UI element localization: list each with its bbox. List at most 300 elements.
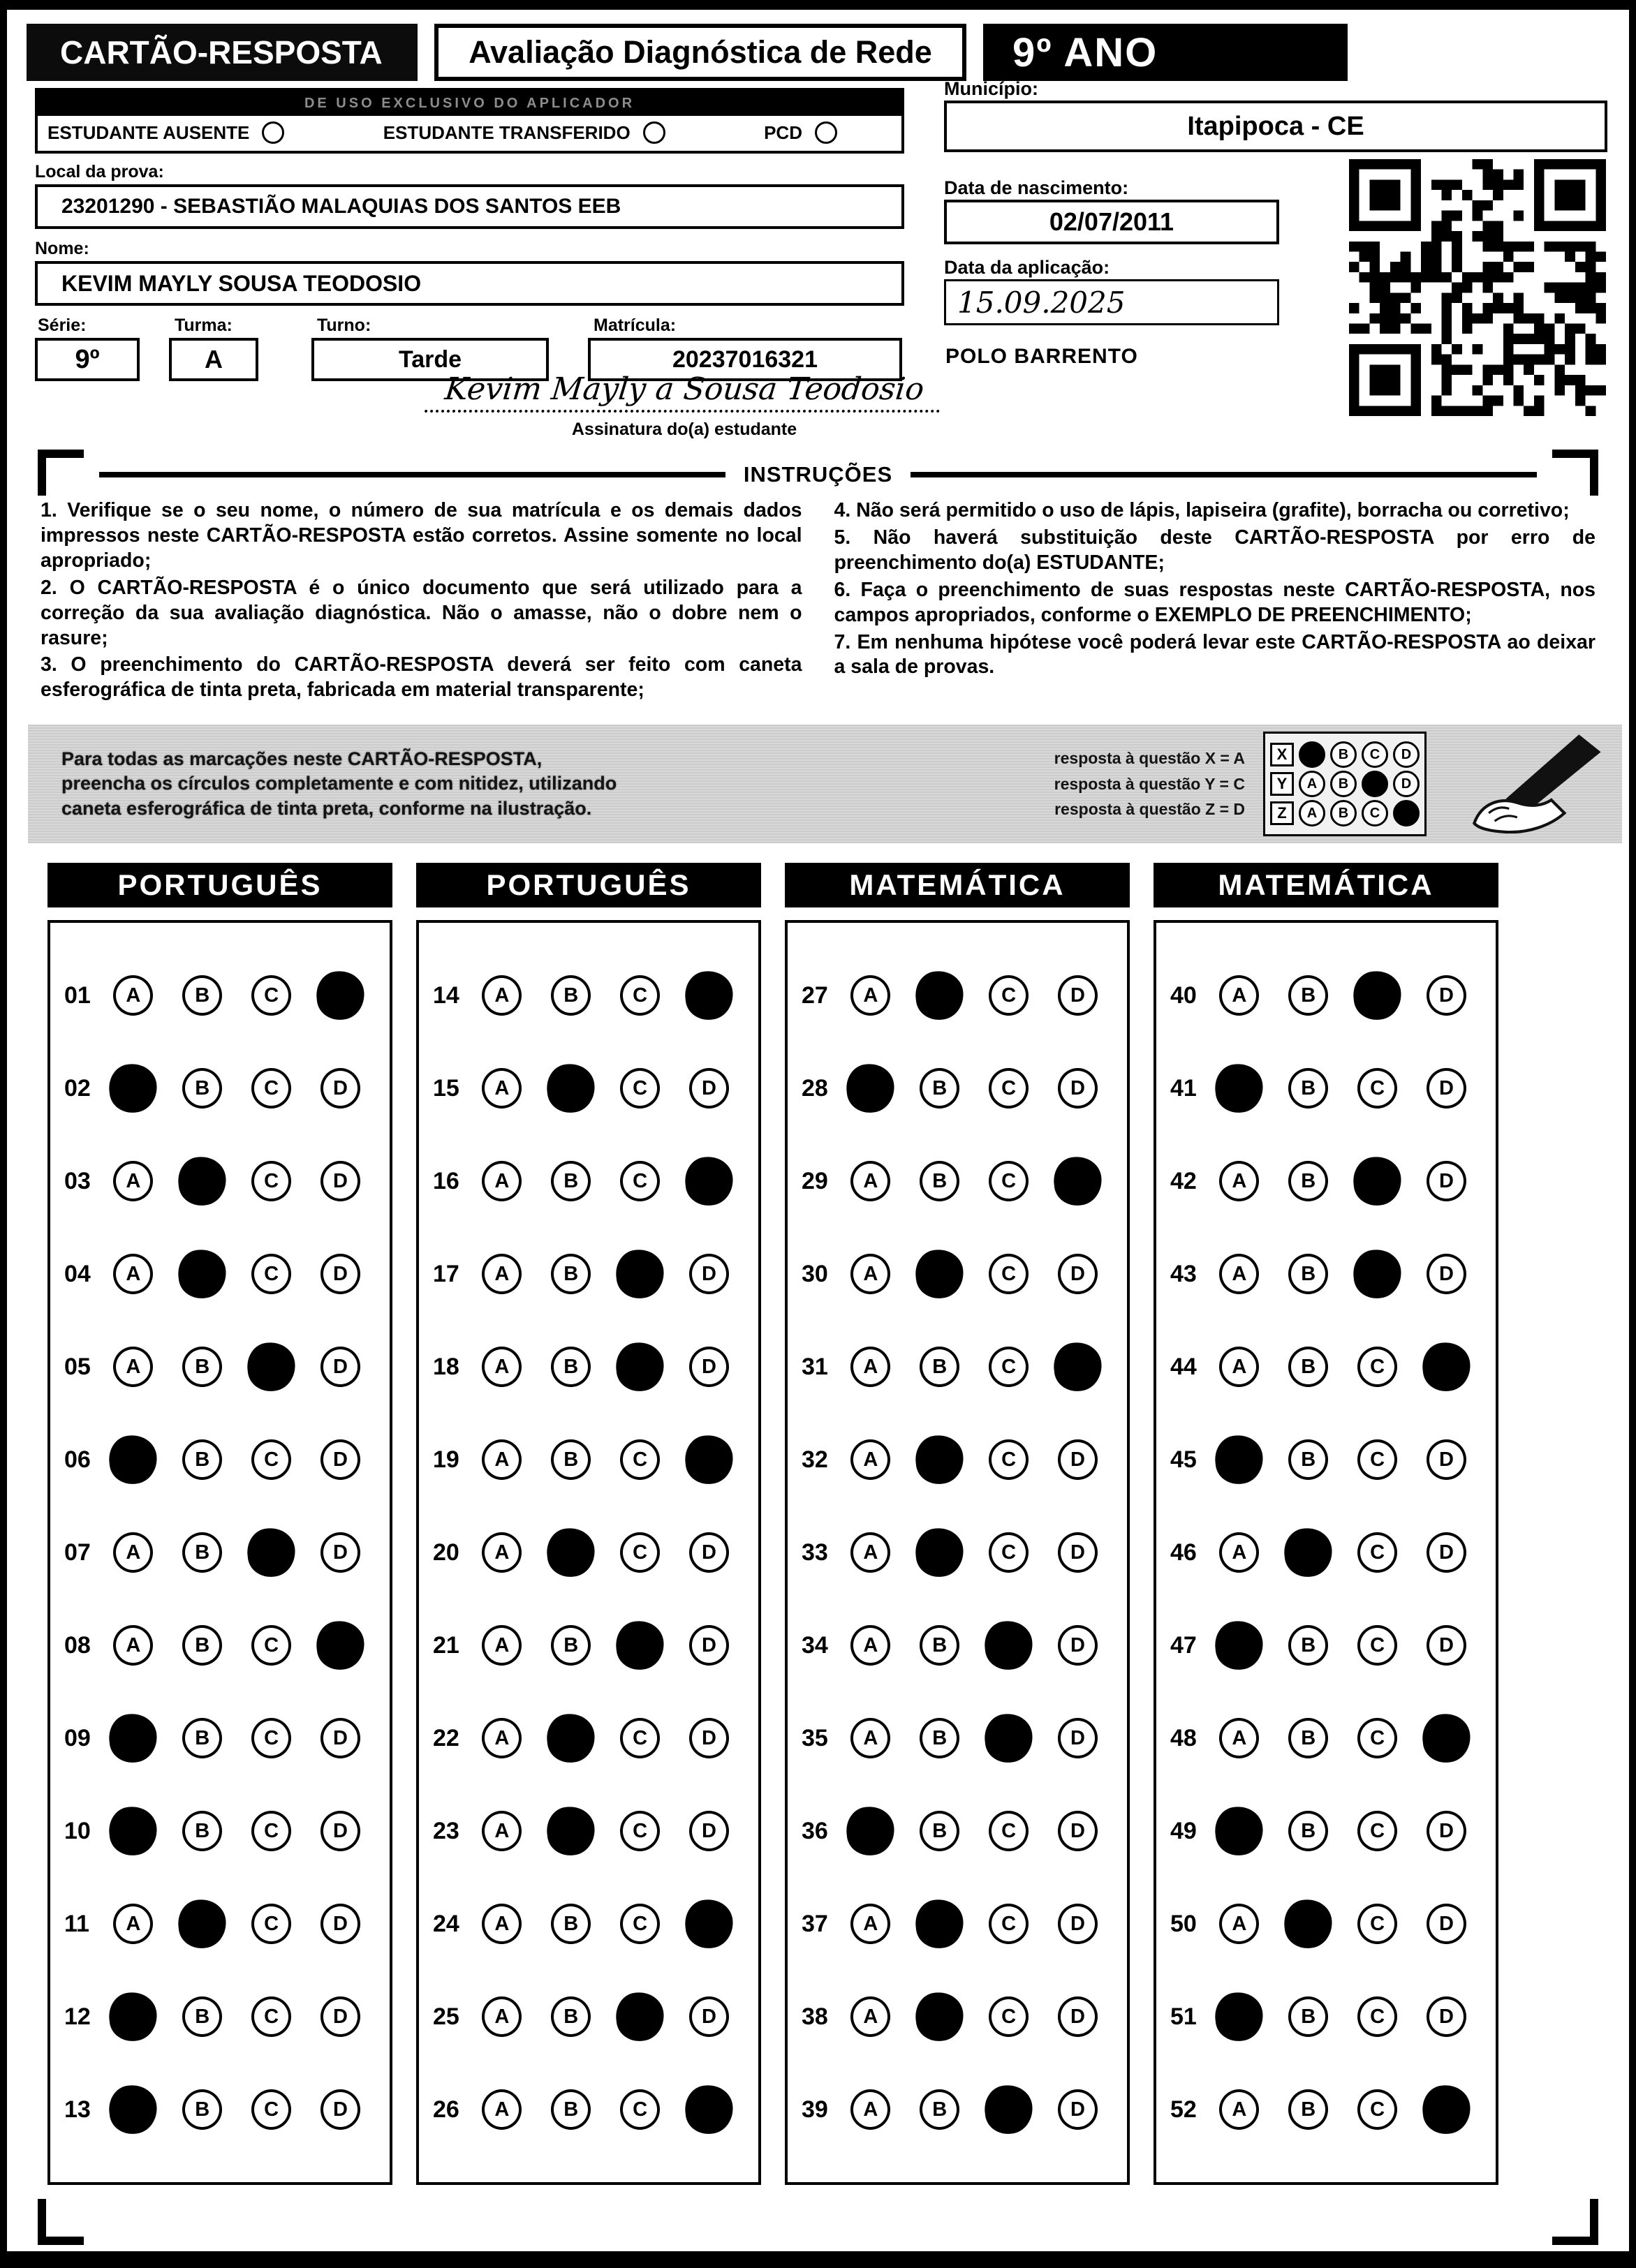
answer-bubble-37-b[interactable] xyxy=(913,1897,966,1950)
answer-bubble-01-b[interactable]: B xyxy=(182,975,222,1016)
answer-bubble-41-c[interactable]: C xyxy=(1357,1068,1397,1109)
question-number: 52 xyxy=(1170,2096,1197,2123)
question-number: 11 xyxy=(64,1910,89,1937)
answer-bubble-15-b[interactable] xyxy=(545,1062,597,1115)
answer-bubble-01-a[interactable]: A xyxy=(113,975,153,1016)
answer-bubble-17-c[interactable] xyxy=(614,1247,666,1300)
answer-bubble-02-b[interactable]: B xyxy=(182,1068,222,1109)
answer-bubble-12-b[interactable]: B xyxy=(182,1996,222,2037)
answer-bubble-41-b[interactable]: B xyxy=(1288,1068,1328,1109)
example-bubble-y-a: A xyxy=(1299,771,1325,797)
question-row xyxy=(802,1532,1127,1573)
answer-bubble-17-b[interactable]: B xyxy=(551,1254,591,1294)
answer-bubble-03-b[interactable] xyxy=(176,1155,228,1208)
example-grid xyxy=(1263,732,1427,836)
serie-field: 9º xyxy=(35,338,140,381)
answer-bubble-07-a[interactable]: A xyxy=(113,1532,153,1573)
answer-bubble-22-d[interactable]: D xyxy=(689,1718,729,1758)
answer-bubble-43-b[interactable]: B xyxy=(1288,1254,1328,1294)
answer-bubble-02-c[interactable]: C xyxy=(251,1068,291,1109)
answer-bubble-04-b[interactable] xyxy=(176,1247,228,1300)
question-row xyxy=(433,1996,758,2037)
answer-bubble-20-c[interactable]: C xyxy=(620,1532,660,1573)
answer-bubble-29-b[interactable]: B xyxy=(920,1161,959,1201)
answer-bubble-13-d[interactable]: D xyxy=(320,2089,360,2130)
answer-bubble-02-d[interactable]: D xyxy=(320,1068,360,1109)
answer-bubble-27-b[interactable] xyxy=(913,969,966,1022)
instructions-title-row xyxy=(99,462,1537,487)
corner-mark-top-left xyxy=(38,450,84,496)
answer-bubble-22-b[interactable] xyxy=(545,1712,597,1765)
answer-bubble-13-a[interactable] xyxy=(107,2083,159,2136)
question-number: 10 xyxy=(64,1817,91,1844)
answer-bubble-14-c[interactable]: C xyxy=(620,975,660,1016)
answer-bubble-08-b[interactable]: B xyxy=(182,1625,222,1666)
answer-bubble-04-d[interactable]: D xyxy=(320,1254,360,1294)
answer-bubble-42-a[interactable]: A xyxy=(1219,1161,1259,1201)
answer-bubble-16-a[interactable]: A xyxy=(482,1161,522,1201)
answer-bubble-21-b[interactable]: B xyxy=(551,1625,591,1666)
answer-bubble-33-c[interactable]: C xyxy=(989,1532,1029,1573)
answer-bubble-28-c[interactable]: C xyxy=(989,1068,1029,1109)
answer-bubble-26-a[interactable]: A xyxy=(482,2089,522,2130)
answer-bubble-14-b[interactable]: B xyxy=(551,975,591,1016)
signature-label: Assinatura do(a) estudante xyxy=(571,420,797,439)
turno-field: Tarde xyxy=(311,338,549,381)
answer-bubble-26-b[interactable]: B xyxy=(551,2089,591,2130)
option-estudante-transferido xyxy=(383,121,665,144)
answer-bubble-33-d[interactable]: D xyxy=(1058,1532,1098,1573)
answer-bubble-03-a[interactable]: A xyxy=(113,1161,153,1201)
answer-bubble-36-c[interactable]: C xyxy=(989,1811,1029,1851)
answer-bubble-48-b[interactable]: B xyxy=(1288,1718,1328,1758)
question-row xyxy=(802,1161,1127,1201)
answer-bubble-09-c[interactable]: C xyxy=(251,1718,291,1758)
answer-bubble-15-a[interactable]: A xyxy=(482,1068,522,1109)
answer-bubble-35-c[interactable] xyxy=(982,1712,1035,1765)
answer-bubble-20-d[interactable]: D xyxy=(689,1532,729,1573)
answer-bubble-12-c[interactable]: C xyxy=(251,1996,291,2037)
answer-bubble-10-c[interactable]: C xyxy=(251,1811,291,1851)
answer-bubble-14-a[interactable]: A xyxy=(482,975,522,1016)
answer-bubble-20-a[interactable]: A xyxy=(482,1532,522,1573)
answer-bubble-48-a[interactable]: A xyxy=(1219,1718,1259,1758)
answer-bubble-25-a[interactable]: A xyxy=(482,1996,522,2037)
answer-bubble-24-b[interactable]: B xyxy=(551,1904,591,1944)
question-number: 42 xyxy=(1170,1167,1197,1194)
answer-bubble-23-c[interactable]: C xyxy=(620,1811,660,1851)
turma-field: A xyxy=(169,338,258,381)
corner-mark-bottom-left xyxy=(38,2199,84,2245)
answer-column xyxy=(785,863,1130,2185)
corner-mark-bottom-right xyxy=(1552,2199,1598,2245)
answer-bubble-09-a[interactable] xyxy=(107,1712,159,1765)
question-number: 05 xyxy=(64,1353,91,1380)
answer-bubble-52-a[interactable]: A xyxy=(1219,2089,1259,2130)
answer-bubble-01-d[interactable] xyxy=(314,969,367,1022)
instructions-title: INSTRUÇÕES xyxy=(743,462,893,487)
answer-bubble-05-a[interactable]: A xyxy=(113,1347,153,1387)
answer-bubble-45-b[interactable]: B xyxy=(1288,1439,1328,1480)
answer-box xyxy=(1154,920,1498,2185)
answer-bubble-36-b[interactable]: B xyxy=(920,1811,959,1851)
question-row xyxy=(802,1068,1127,1109)
pcd-mark-circle[interactable] xyxy=(815,121,837,144)
answer-bubble-34-c[interactable] xyxy=(982,1619,1035,1672)
answer-bubble-40-d[interactable]: D xyxy=(1427,975,1466,1016)
answer-bubble-35-b[interactable]: B xyxy=(920,1718,959,1758)
answer-bubble-39-b[interactable]: B xyxy=(920,2089,959,2130)
answer-bubble-30-a[interactable]: A xyxy=(850,1254,890,1294)
answer-bubble-14-d[interactable] xyxy=(683,969,735,1022)
answer-bubble-52-c[interactable]: C xyxy=(1357,2089,1397,2130)
question-row xyxy=(433,2089,758,2130)
answer-bubble-33-b[interactable] xyxy=(913,1526,966,1579)
answer-bubble-05-b[interactable]: B xyxy=(182,1347,222,1387)
question-number: 04 xyxy=(64,1260,91,1287)
answer-bubble-03-d[interactable]: D xyxy=(320,1161,360,1201)
fill-instructions-text: Para todas as marcações neste CARTÃO-RESPOSTA, preencha os círculos completamente e com nitidez, utilizando caneta esferográfica de tinta preta, conforme na ilustração. xyxy=(61,748,617,819)
answer-bubble-07-d[interactable]: D xyxy=(320,1532,360,1573)
answer-bubble-51-b[interactable]: B xyxy=(1288,1996,1328,2037)
answer-bubble-50-c[interactable]: C xyxy=(1357,1904,1397,1944)
example-bubble-x-d: D xyxy=(1393,741,1420,768)
answer-bubble-49-c[interactable]: C xyxy=(1357,1811,1397,1851)
answer-bubble-41-a[interactable] xyxy=(1213,1062,1265,1115)
answer-bubble-43-a[interactable]: A xyxy=(1219,1254,1259,1294)
answer-bubble-11-a[interactable]: A xyxy=(113,1904,153,1944)
answer-bubble-30-d[interactable]: D xyxy=(1058,1254,1098,1294)
answer-bubble-32-b[interactable] xyxy=(913,1433,966,1486)
answer-bubble-28-b[interactable]: B xyxy=(920,1068,959,1109)
answer-bubble-16-c[interactable]: C xyxy=(620,1161,660,1201)
answer-bubble-46-b[interactable] xyxy=(1282,1526,1334,1579)
answer-bubble-38-a[interactable]: A xyxy=(850,1996,890,2037)
answer-bubble-23-a[interactable]: A xyxy=(482,1811,522,1851)
answer-bubble-13-c[interactable]: C xyxy=(251,2089,291,2130)
answer-bubble-32-a[interactable]: A xyxy=(850,1439,890,1480)
transferido-mark-circle[interactable] xyxy=(643,121,665,144)
example-bubble-x-c: C xyxy=(1362,741,1388,768)
answer-bubble-16-b[interactable]: B xyxy=(551,1161,591,1201)
answer-bubble-21-d[interactable]: D xyxy=(689,1625,729,1666)
answer-bubble-25-c[interactable] xyxy=(614,1990,666,2043)
answer-bubble-28-d[interactable]: D xyxy=(1058,1068,1098,1109)
answer-bubble-11-b[interactable] xyxy=(176,1897,228,1950)
answer-bubble-05-c[interactable] xyxy=(245,1340,297,1393)
answer-bubble-19-d[interactable] xyxy=(683,1433,735,1486)
answer-bubble-07-b[interactable]: B xyxy=(182,1532,222,1573)
answer-bubble-36-a[interactable] xyxy=(844,1804,897,1858)
answer-bubble-42-b[interactable]: B xyxy=(1288,1161,1328,1201)
answer-bubble-10-d[interactable]: D xyxy=(320,1811,360,1851)
answer-bubble-29-c[interactable]: C xyxy=(989,1161,1029,1201)
grade-badge: 9º ANO xyxy=(983,24,1348,81)
answer-bubble-47-a[interactable] xyxy=(1213,1619,1265,1672)
turno-label: Turno: xyxy=(317,316,371,335)
question-number: 41 xyxy=(1170,1074,1197,1102)
answer-bubble-34-d[interactable]: D xyxy=(1058,1625,1098,1666)
answer-bubble-16-d[interactable] xyxy=(683,1155,735,1208)
question-row xyxy=(433,1068,758,1109)
answer-bubble-52-b[interactable]: B xyxy=(1288,2089,1328,2130)
answer-bubble-06-d[interactable]: D xyxy=(320,1439,360,1480)
question-row xyxy=(802,1904,1127,1944)
answer-bubble-37-a[interactable]: A xyxy=(850,1904,890,1944)
question-number: 06 xyxy=(64,1446,91,1473)
answer-bubble-29-a[interactable]: A xyxy=(850,1161,890,1201)
answer-bubble-51-a[interactable] xyxy=(1213,1990,1265,2043)
instruction-item: 5. Não haverá substituição deste CARTÃO-RESPOSTA por erro de preenchimento do(a) ESTUDANTE; xyxy=(834,526,1596,574)
answer-bubble-15-c[interactable]: C xyxy=(620,1068,660,1109)
answer-bubble-19-c[interactable]: C xyxy=(620,1439,660,1480)
question-number: 19 xyxy=(433,1446,459,1473)
example-bubble-y-b: B xyxy=(1330,771,1357,797)
answer-bubble-21-c[interactable] xyxy=(614,1619,666,1672)
applicator-options xyxy=(38,116,901,149)
answer-bubble-36-d[interactable]: D xyxy=(1058,1811,1098,1851)
answer-bubble-03-c[interactable]: C xyxy=(251,1161,291,1201)
answer-bubble-47-b[interactable]: B xyxy=(1288,1625,1328,1666)
answer-bubble-40-c[interactable] xyxy=(1351,969,1403,1022)
answer-bubble-18-c[interactable] xyxy=(614,1340,666,1393)
answer-bubble-30-b[interactable] xyxy=(913,1247,966,1300)
answer-bubble-39-c[interactable] xyxy=(982,2083,1035,2136)
example-row-label: Y xyxy=(1270,772,1294,796)
answer-bubble-26-d[interactable] xyxy=(683,2083,735,2136)
example-legend xyxy=(1054,746,1245,822)
answer-bubble-18-a[interactable]: A xyxy=(482,1347,522,1387)
matricula-field: 20237016321 xyxy=(588,338,902,381)
answer-bubble-43-c[interactable] xyxy=(1351,1247,1403,1300)
question-number: 33 xyxy=(802,1539,828,1566)
answer-bubble-28-a[interactable] xyxy=(844,1062,897,1115)
subject-header: PORTUGUÊS xyxy=(416,863,761,907)
answer-bubble-12-d[interactable]: D xyxy=(320,1996,360,2037)
answer-bubble-46-d[interactable]: D xyxy=(1427,1532,1466,1573)
answer-bubble-33-a[interactable]: A xyxy=(850,1532,890,1573)
applicator-bar-label: DE USO EXCLUSIVO DO APLICADOR xyxy=(38,91,901,116)
answer-bubble-31-d[interactable] xyxy=(1052,1340,1104,1393)
answer-bubble-45-d[interactable]: D xyxy=(1427,1439,1466,1480)
answer-bubble-37-d[interactable]: D xyxy=(1058,1904,1098,1944)
answer-bubble-22-a[interactable]: A xyxy=(482,1718,522,1758)
answer-bubble-34-a[interactable]: A xyxy=(850,1625,890,1666)
question-number: 03 xyxy=(64,1167,91,1194)
answer-bubble-09-b[interactable]: B xyxy=(182,1718,222,1758)
answer-bubble-07-c[interactable] xyxy=(245,1526,297,1579)
answer-bubble-13-b[interactable]: B xyxy=(182,2089,222,2130)
answer-bubble-21-a[interactable]: A xyxy=(482,1625,522,1666)
divider-line xyxy=(99,472,725,477)
question-number: 32 xyxy=(802,1446,828,1473)
question-row xyxy=(64,1811,390,1851)
answer-bubble-01-c[interactable]: C xyxy=(251,975,291,1016)
legend-line: resposta à questão Y = C xyxy=(1054,774,1245,793)
answer-bubble-08-c[interactable]: C xyxy=(251,1625,291,1666)
answer-bubble-31-a[interactable]: A xyxy=(850,1347,890,1387)
answer-bubble-30-c[interactable]: C xyxy=(989,1254,1029,1294)
answer-bubble-24-d[interactable] xyxy=(683,1897,735,1950)
answer-bubble-23-d[interactable]: D xyxy=(689,1811,729,1851)
ausente-mark-circle[interactable] xyxy=(262,121,284,144)
question-row xyxy=(64,1439,390,1480)
answer-bubble-44-b[interactable]: B xyxy=(1288,1347,1328,1387)
answer-bubble-17-a[interactable]: A xyxy=(482,1254,522,1294)
answer-bubble-48-d[interactable] xyxy=(1420,1712,1473,1765)
question-number: 45 xyxy=(1170,1446,1197,1473)
answer-bubble-32-d[interactable]: D xyxy=(1058,1439,1098,1480)
answer-bubble-31-b[interactable]: B xyxy=(920,1347,959,1387)
answer-bubble-50-b[interactable] xyxy=(1282,1897,1334,1950)
question-number: 51 xyxy=(1170,2003,1197,2030)
question-row xyxy=(1170,1532,1496,1573)
answer-bubble-06-a[interactable] xyxy=(107,1433,159,1486)
exam-title: Avaliação Diagnóstica de Rede xyxy=(434,24,966,81)
answer-bubble-18-b[interactable]: B xyxy=(551,1347,591,1387)
answer-bubble-38-d[interactable]: D xyxy=(1058,1996,1098,2037)
answer-bubble-11-d[interactable]: D xyxy=(320,1904,360,1944)
question-row xyxy=(433,1347,758,1387)
answer-bubble-22-c[interactable]: C xyxy=(620,1718,660,1758)
question-row xyxy=(1170,1254,1496,1294)
answer-bubble-46-c[interactable]: C xyxy=(1357,1532,1397,1573)
answer-bubble-32-c[interactable]: C xyxy=(989,1439,1029,1480)
answer-bubble-04-a[interactable]: A xyxy=(113,1254,153,1294)
question-number: 48 xyxy=(1170,1724,1197,1751)
answer-bubble-27-c[interactable]: C xyxy=(989,975,1029,1016)
question-number: 26 xyxy=(433,2096,459,2123)
example-bubble-z-d xyxy=(1393,800,1420,827)
answer-bubble-10-a[interactable] xyxy=(107,1804,159,1858)
answer-bubble-29-d[interactable] xyxy=(1052,1155,1104,1208)
question-number: 37 xyxy=(802,1910,828,1937)
answer-bubble-37-c[interactable]: C xyxy=(989,1904,1029,1944)
answer-bubble-49-a[interactable] xyxy=(1213,1804,1265,1858)
nascimento-field: 02/07/2011 xyxy=(944,200,1279,244)
answer-bubble-46-a[interactable]: A xyxy=(1219,1532,1259,1573)
answer-bubble-06-b[interactable]: B xyxy=(182,1439,222,1480)
question-row xyxy=(802,975,1127,1016)
hand-pen-illustration xyxy=(1434,732,1608,837)
answer-bubble-39-a[interactable]: A xyxy=(850,2089,890,2130)
answer-bubble-08-a[interactable]: A xyxy=(113,1625,153,1666)
answer-bubble-40-b[interactable]: B xyxy=(1288,975,1328,1016)
answer-bubble-38-b[interactable] xyxy=(913,1990,966,2043)
municipio-field: Itapipoca - CE xyxy=(944,101,1607,152)
answer-bubble-49-d[interactable]: D xyxy=(1427,1811,1466,1851)
question-row xyxy=(802,1996,1127,2037)
answer-bubble-39-d[interactable]: D xyxy=(1058,2089,1098,2130)
question-row xyxy=(433,1439,758,1480)
answer-bubble-51-c[interactable]: C xyxy=(1357,1996,1397,2037)
question-row xyxy=(1170,1718,1496,1758)
answer-bubble-35-a[interactable]: A xyxy=(850,1718,890,1758)
instructions-left-column xyxy=(40,498,802,705)
answer-bubble-27-d[interactable]: D xyxy=(1058,975,1098,1016)
answer-bubble-51-d[interactable]: D xyxy=(1427,1996,1466,2037)
answer-bubble-40-a[interactable]: A xyxy=(1219,975,1259,1016)
answer-bubble-02-a[interactable] xyxy=(107,1062,159,1115)
answer-bubble-12-a[interactable] xyxy=(107,1990,159,2043)
question-row xyxy=(802,1625,1127,1666)
answer-bubble-26-c[interactable]: C xyxy=(620,2089,660,2130)
question-number: 17 xyxy=(433,1260,459,1287)
question-row xyxy=(802,1347,1127,1387)
answer-bubble-44-a[interactable]: A xyxy=(1219,1347,1259,1387)
answer-bubble-35-d[interactable]: D xyxy=(1058,1718,1098,1758)
answer-bubble-11-c[interactable]: C xyxy=(251,1904,291,1944)
instructions xyxy=(40,498,1596,705)
polo-label: POLO BARRENTO xyxy=(945,345,1138,368)
answer-bubble-06-c[interactable]: C xyxy=(251,1439,291,1480)
question-row xyxy=(64,1996,390,2037)
answer-bubble-34-b[interactable]: B xyxy=(920,1625,959,1666)
question-row xyxy=(64,975,390,1016)
question-row xyxy=(433,1718,758,1758)
question-row xyxy=(1170,1161,1496,1201)
answer-bubble-42-c[interactable] xyxy=(1351,1155,1403,1208)
option-label: ESTUDANTE AUSENTE xyxy=(47,121,250,143)
header xyxy=(27,24,1609,81)
answer-bubble-50-a[interactable]: A xyxy=(1219,1904,1259,1944)
answer-bubble-23-b[interactable] xyxy=(545,1804,597,1858)
question-number: 13 xyxy=(64,2096,91,2123)
example-bubble-z-c: C xyxy=(1362,800,1388,827)
answer-bubble-45-a[interactable] xyxy=(1213,1433,1265,1486)
answer-bubble-19-b[interactable]: B xyxy=(551,1439,591,1480)
answer-bubble-10-b[interactable]: B xyxy=(182,1811,222,1851)
question-row xyxy=(433,975,758,1016)
answer-bubble-47-c[interactable]: C xyxy=(1357,1625,1397,1666)
answer-bubble-20-b[interactable] xyxy=(545,1526,597,1579)
answer-bubble-41-d[interactable]: D xyxy=(1427,1068,1466,1109)
divider-line xyxy=(911,472,1537,477)
answer-bubble-09-d[interactable]: D xyxy=(320,1718,360,1758)
answer-bubble-50-d[interactable]: D xyxy=(1427,1904,1466,1944)
answer-bubble-45-c[interactable]: C xyxy=(1357,1439,1397,1480)
answer-bubble-44-d[interactable] xyxy=(1420,1340,1473,1393)
answer-bubble-24-c[interactable]: C xyxy=(620,1904,660,1944)
answer-bubble-52-d[interactable] xyxy=(1420,2083,1473,2136)
answer-bubble-27-a[interactable]: A xyxy=(850,975,890,1016)
answer-bubble-38-c[interactable]: C xyxy=(989,1996,1029,2037)
answer-bubble-19-a[interactable]: A xyxy=(482,1439,522,1480)
question-number: 15 xyxy=(433,1074,459,1102)
answer-bubble-04-c[interactable]: C xyxy=(251,1254,291,1294)
answer-bubble-24-a[interactable]: A xyxy=(482,1904,522,1944)
example-bubble-z-b: B xyxy=(1330,800,1357,827)
nome-field: KEVIM MAYLY SOUSA TEODOSIO xyxy=(35,261,904,306)
answer-bubble-17-d[interactable]: D xyxy=(689,1254,729,1294)
answer-bubble-49-b[interactable]: B xyxy=(1288,1811,1328,1851)
answer-bubble-05-d[interactable]: D xyxy=(320,1347,360,1387)
answer-bubble-48-c[interactable]: C xyxy=(1357,1718,1397,1758)
answer-bubble-25-d[interactable]: D xyxy=(689,1996,729,2037)
question-number: 44 xyxy=(1170,1353,1197,1380)
answer-bubble-25-b[interactable]: B xyxy=(551,1996,591,2037)
answer-bubble-47-d[interactable]: D xyxy=(1427,1625,1466,1666)
answer-bubble-44-c[interactable]: C xyxy=(1357,1347,1397,1387)
answer-bubble-18-d[interactable]: D xyxy=(689,1347,729,1387)
answer-bubble-08-d[interactable] xyxy=(314,1619,367,1672)
option-label: PCD xyxy=(764,121,802,143)
answer-box xyxy=(785,920,1130,2185)
answer-bubble-15-d[interactable]: D xyxy=(689,1068,729,1109)
answer-bubble-31-c[interactable]: C xyxy=(989,1347,1029,1387)
answer-bubble-43-d[interactable]: D xyxy=(1427,1254,1466,1294)
answer-bubble-42-d[interactable]: D xyxy=(1427,1161,1466,1201)
